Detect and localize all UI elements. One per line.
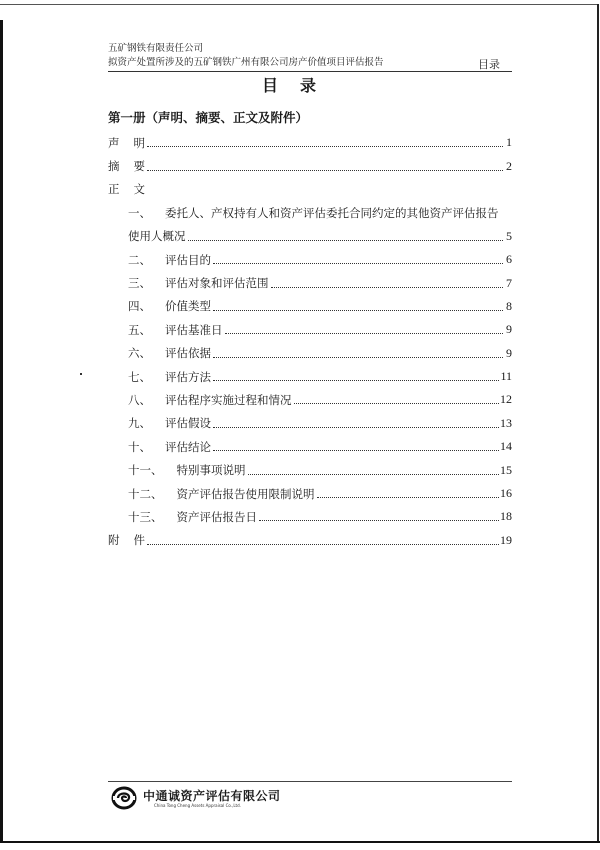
toc-dot-leader <box>259 520 499 521</box>
toc-entry[interactable] <box>108 388 512 411</box>
toc-entry-number: 正 <box>108 182 120 197</box>
toc-entry-page: 18 <box>500 509 512 524</box>
toc-entry[interactable] <box>108 295 512 318</box>
toc-entry[interactable] <box>108 412 512 435</box>
toc-entry-label: 文 <box>133 182 145 197</box>
toc-entry-number: 十三、 <box>128 509 163 524</box>
toc-entry[interactable] <box>108 458 512 481</box>
toc-entry-label: 评估结论 <box>165 439 211 454</box>
toc-dot-leader <box>271 287 504 288</box>
toc-dot-leader <box>317 497 500 498</box>
toc-entry[interactable] <box>108 435 512 458</box>
toc-entry-page: 16 <box>500 486 512 501</box>
toc-entry-number: 九、 <box>128 416 151 431</box>
toc-entry[interactable] <box>108 178 512 201</box>
toc-entry-number: 声 <box>108 135 120 150</box>
toc-entry[interactable] <box>108 225 512 248</box>
toc-entry[interactable] <box>108 365 512 388</box>
toc-entry-number: 二、 <box>128 252 151 267</box>
toc-entry-label: 件 <box>133 533 145 548</box>
toc-entry-number: 十一、 <box>128 463 163 478</box>
header-rule <box>108 71 512 72</box>
toc-entry[interactable] <box>108 529 512 552</box>
toc-entry-number: 一、 <box>128 205 151 220</box>
toc-dot-leader <box>213 310 503 311</box>
toc-entry[interactable] <box>108 248 512 271</box>
toc-entry-label: 价值类型 <box>165 299 211 314</box>
toc-dot-leader <box>213 263 503 264</box>
toc-entry-label: 资产评估报告日 <box>176 509 257 524</box>
scan-speck <box>80 373 82 375</box>
toc-entry-label: 评估依据 <box>165 346 211 361</box>
toc-entry-page: 14 <box>500 439 512 454</box>
toc-dot-leader <box>188 240 504 241</box>
toc-entry-number: 五、 <box>128 322 151 337</box>
header-report-title: 拟资产处置所涉及的五矿钢铁广州有限公司房产价值项目评估报告 <box>108 57 384 68</box>
header-company: 五矿钢铁有限责任公司 <box>108 43 204 54</box>
toc-dot-leader <box>248 474 500 475</box>
footer-company-en: China Tong Cheng Assets Appraisal Co.,Ltd. <box>154 803 241 808</box>
toc-entry-number: 附 <box>108 533 120 548</box>
swirl-logo-icon <box>110 786 138 810</box>
scan-edge-left <box>0 20 3 842</box>
toc-entry[interactable] <box>108 271 512 294</box>
footer-company-cn: 中通诚资产评估有限公司 <box>143 789 281 803</box>
toc-dot-leader <box>225 333 504 334</box>
toc-entry-number: 四、 <box>128 299 151 314</box>
toc-entry-page: 15 <box>500 462 512 477</box>
toc-entry-page: 11 <box>500 369 512 384</box>
toc-entry-page: 12 <box>500 392 512 407</box>
toc-entry-label: 使用人概况 <box>128 229 186 244</box>
toc-entry[interactable] <box>108 482 512 505</box>
toc-entry-label: 评估基准日 <box>165 322 223 337</box>
toc-entry-label: 评估假设 <box>165 416 211 431</box>
toc-entry-label: 评估目的 <box>165 252 211 267</box>
toc-entry-page: 1 <box>506 135 512 150</box>
scan-edge-bottom <box>0 841 600 843</box>
toc-dot-leader <box>213 357 503 358</box>
footer-rule <box>108 781 512 782</box>
toc-title: 目录 <box>261 76 338 95</box>
toc-entry[interactable] <box>108 154 512 177</box>
table-of-contents <box>108 131 512 552</box>
toc-entry-page: 6 <box>506 252 512 267</box>
toc-entry-label: 特别事项说明 <box>176 463 246 478</box>
volume-heading: 第一册（声明、摘要、正文及附件） <box>108 110 309 125</box>
toc-entry-label: 评估方法 <box>165 369 211 384</box>
toc-entry[interactable] <box>108 505 512 528</box>
toc-entry-number: 七、 <box>128 369 151 384</box>
toc-dot-leader <box>147 146 503 147</box>
scan-edge-right <box>597 4 599 842</box>
toc-entry-label: 明 <box>133 135 145 150</box>
toc-dot-leader <box>147 170 503 171</box>
toc-entry-label: 要 <box>133 159 145 174</box>
toc-entry-number: 八、 <box>128 392 151 407</box>
toc-dot-leader <box>147 544 499 545</box>
toc-dot-leader <box>294 403 500 404</box>
toc-entry-number: 六、 <box>128 346 151 361</box>
toc-entry-label: 评估程序实施过程和情况 <box>165 392 292 407</box>
toc-entry-page: 13 <box>500 415 512 430</box>
toc-entry-label: 资产评估报告使用限制说明 <box>176 486 315 501</box>
toc-entry-label: 评估对象和评估范围 <box>165 276 269 291</box>
toc-entry[interactable] <box>108 201 512 224</box>
toc-entry-page: 9 <box>506 322 512 337</box>
toc-entry[interactable] <box>108 342 512 365</box>
toc-entry-page: 19 <box>500 532 512 547</box>
scan-edge-top <box>0 4 598 5</box>
toc-entry-page: 7 <box>506 275 512 290</box>
toc-entry-number: 三、 <box>128 276 151 291</box>
toc-entry-page: 5 <box>506 228 512 243</box>
toc-entry-page: 8 <box>506 298 512 313</box>
toc-entry[interactable] <box>108 318 512 341</box>
toc-entry-page: 9 <box>506 345 512 360</box>
toc-dot-leader <box>213 380 499 381</box>
toc-dot-leader <box>213 450 499 451</box>
toc-entry-page: 2 <box>506 158 512 173</box>
header-section-label: 目录 <box>478 58 500 71</box>
toc-entry-label: 委托人、产权持有人和资产评估委托合同约定的其他资产评估报告 <box>165 205 499 220</box>
toc-entry[interactable] <box>108 131 512 154</box>
toc-dot-leader <box>213 427 499 428</box>
toc-entry-number: 十、 <box>128 439 151 454</box>
toc-entry-number: 十二、 <box>128 486 163 501</box>
toc-entry-number: 摘 <box>108 159 120 174</box>
